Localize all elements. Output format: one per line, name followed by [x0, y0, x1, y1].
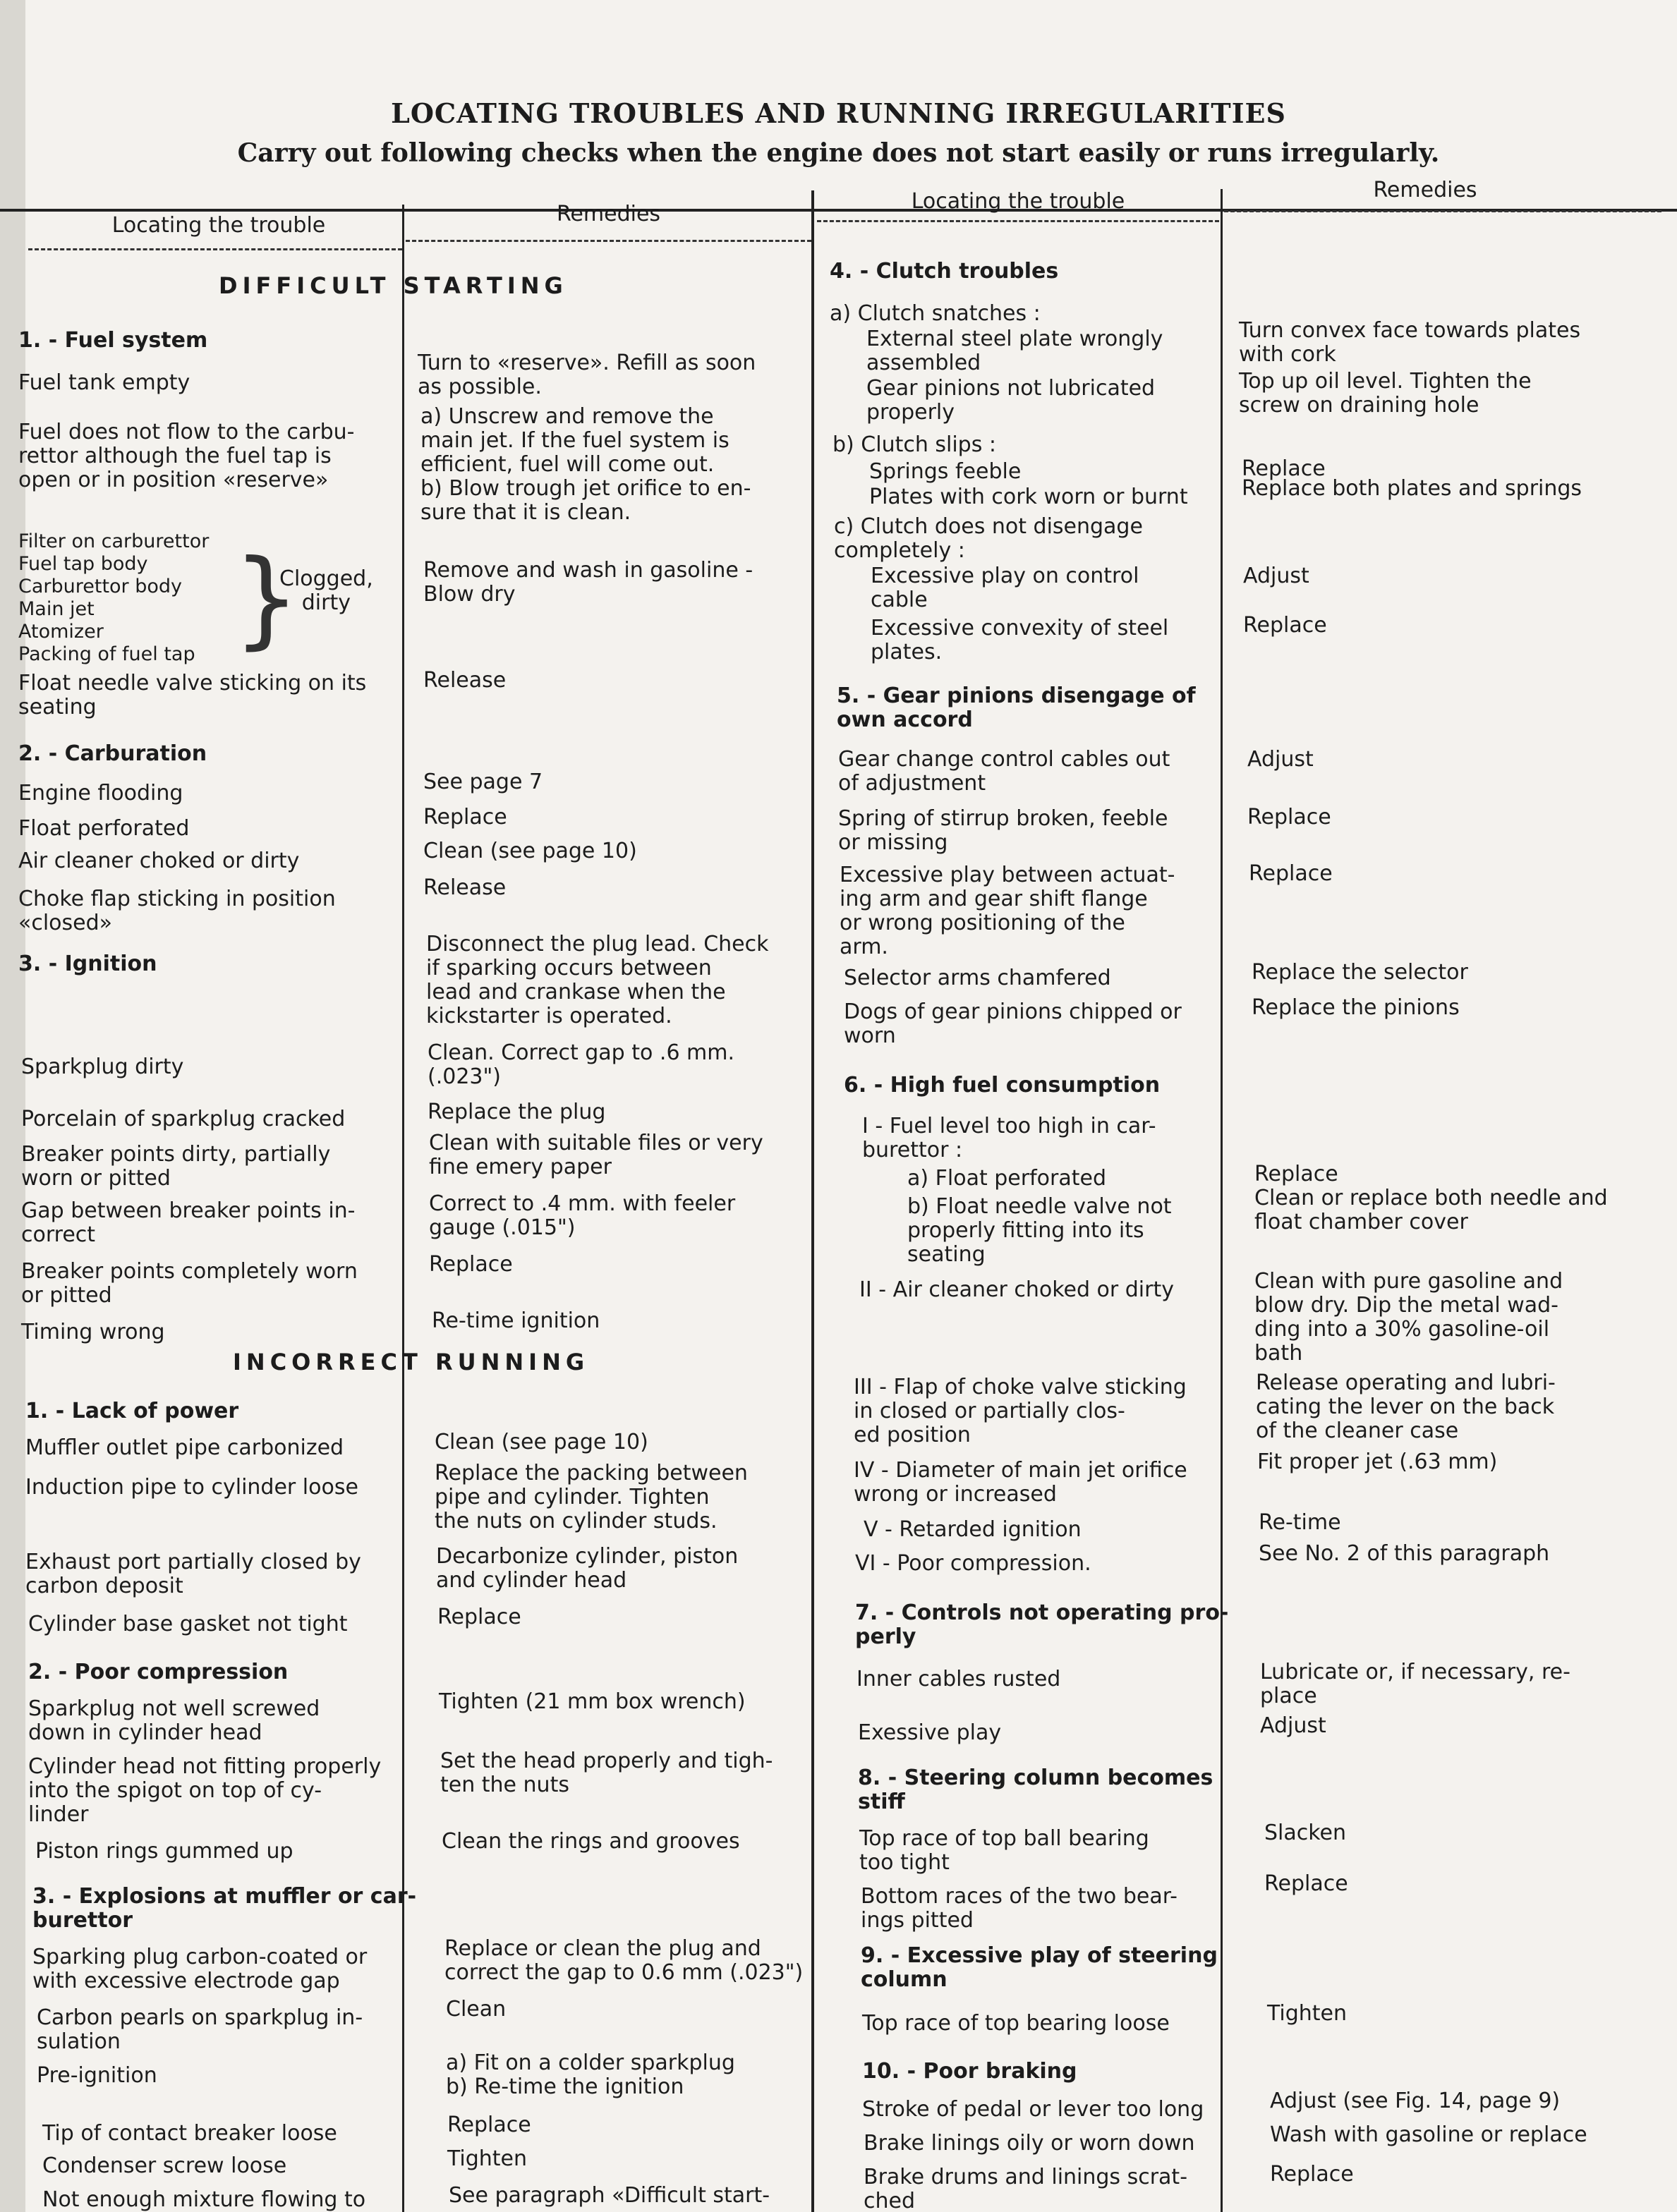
- remedy-item: Remove and wash in gasoline - Blow dry: [423, 558, 753, 607]
- remedy-item: Replace: [429, 1252, 513, 1277]
- trouble-item: Induction pipe to cylinder loose: [25, 1475, 358, 1500]
- trouble-item: Plates with cork worn or burnt: [869, 485, 1188, 509]
- remedy-item: a) Unscrew and remove the main jet. If the fuel system is efficient, fuel will come out. b) Blow trough jet orifice to en- sure that it is clean.: [420, 404, 751, 525]
- remedy-item: Replace: [1243, 613, 1327, 638]
- remedy-item: Replace: [1270, 2162, 1354, 2187]
- trouble-item: II - Air cleaner choked or dirty: [859, 1277, 1174, 1302]
- remedy-item: Clean (see page 10): [423, 839, 637, 863]
- section-incorrect-running: INCORRECT RUNNING: [233, 1349, 590, 1375]
- trouble-item: Fuel tank empty: [18, 370, 190, 395]
- remedy-item: Replace the selector: [1252, 960, 1468, 985]
- heading-clutch-troubles: 4. - Clutch troubles: [830, 259, 1059, 284]
- trouble-item: Exhaust port partially closed by carbon deposit: [25, 1550, 361, 1598]
- trouble-item: Brake drums and linings scrat- ched: [864, 2165, 1188, 2212]
- remedy-item: Release: [423, 875, 507, 900]
- remedy-item: Clean. Correct gap to .6 mm. (.023"): [428, 1040, 735, 1089]
- heading-poor-braking: 10. - Poor braking: [862, 2059, 1077, 2084]
- remedy-item: Re-time: [1259, 1510, 1341, 1535]
- trouble-item: Breaker points completely worn or pitted: [21, 1259, 358, 1308]
- remedy-item: Replace the pinions: [1252, 995, 1460, 1020]
- section-difficult-starting: DIFFICULT STARTING: [219, 272, 568, 299]
- trouble-item: Excessive play between actuat- ing arm and gear shift flange or wrong positioning of the arm.: [840, 863, 1175, 959]
- trouble-item: b) Clutch slips :: [833, 432, 997, 457]
- remedy-item: Adjust (see Fig. 14, page 9): [1270, 2089, 1561, 2113]
- brace-icon: }: [233, 537, 301, 660]
- remedy-item: Re-time ignition: [432, 1308, 600, 1333]
- remedy-item: Replace or clean the plug and correct the gap to 0.6 mm (.023"): [444, 1936, 804, 1985]
- trouble-item: III - Flap of choke valve sticking in closed or partially clos- ed position: [854, 1375, 1187, 1447]
- heading-ignition: 3. - Ignition: [18, 952, 157, 976]
- heading-explosions: 3. - Explosions at muffler or car- burettor: [32, 1884, 417, 1933]
- trouble-item: Porcelain of sparkplug cracked: [21, 1107, 346, 1131]
- trouble-item: Pre-ignition: [37, 2063, 157, 2088]
- remedy-item: Adjust: [1247, 747, 1314, 772]
- heading-fuel-system: 1. - Fuel system: [18, 328, 208, 353]
- remedy-item: Replace the plug: [428, 1100, 606, 1124]
- trouble-item: Fuel does not flow to the carbu- rettor although the fuel tap is open or in position «reserve»: [18, 420, 355, 492]
- remedy-item: Clean with suitable files or very fine emery paper: [429, 1131, 763, 1179]
- trouble-item: Tip of contact breaker loose: [42, 2121, 337, 2146]
- heading-steering-column: 8. - Steering column becomes stiff: [858, 1766, 1213, 1814]
- trouble-item: Top race of top bearing loose: [862, 2011, 1170, 2036]
- trouble-item: Cylinder base gasket not tight: [28, 1612, 348, 1636]
- trouble-item: Piston rings gummed up: [35, 1839, 293, 1864]
- trouble-item: Stroke of pedal or lever too long: [862, 2097, 1204, 2122]
- remedy-item: See No. 2 of this paragraph: [1259, 1541, 1550, 1566]
- trouble-item: External steel plate wrongly assembled: [866, 327, 1163, 375]
- column-divider-3: [1221, 189, 1223, 2212]
- trouble-item: Gear change control cables out of adjustment: [838, 747, 1170, 796]
- remedy-item: Tighten: [447, 2146, 528, 2171]
- page-title: LOCATING TROUBLES AND RUNNING IRREGULARITIES: [391, 97, 1286, 129]
- trouble-item: V - Retarded ignition: [864, 1517, 1082, 1542]
- remedy-item: Replace: [1242, 456, 1326, 481]
- trouble-item: Float perforated: [18, 816, 190, 841]
- trouble-item: Gap between breaker points in- correct: [21, 1198, 356, 1247]
- remedy-item: See page 7: [423, 770, 543, 794]
- remedy-item: Clean the rings and grooves: [442, 1829, 740, 1854]
- trouble-item: Engine flooding: [18, 781, 183, 806]
- trouble-item: Breaker points dirty, partially worn or pitted: [21, 1142, 331, 1191]
- remedy-item: Replace: [423, 805, 507, 830]
- trouble-item: Selector arms chamfered: [844, 966, 1111, 990]
- remedy-item: Decarbonize cylinder, piston and cylinder head: [436, 1544, 739, 1593]
- trouble-item: Sparkplug dirty: [21, 1055, 184, 1079]
- remedy-item: Lubricate or, if necessary, re- place: [1260, 1660, 1570, 1708]
- trouble-item: VI - Poor compression.: [855, 1551, 1091, 1576]
- trouble-item: Air cleaner choked or dirty: [18, 849, 300, 873]
- trouble-item: I - Fuel level too high in car- burettor :: [862, 1114, 1156, 1162]
- remedy-item: Tighten: [1267, 2001, 1348, 2026]
- remedy-item: Release: [423, 668, 507, 693]
- remedy-item: Replace the packing between pipe and cylinder. Tighten the nuts on cylinder studs.: [435, 1461, 748, 1533]
- trouble-item: a) Float perforated: [907, 1166, 1106, 1191]
- header-rule: [28, 248, 402, 250]
- header-locating-right: Locating the trouble: [911, 189, 1125, 214]
- remedy-item: Adjust: [1243, 564, 1309, 588]
- remedy-item: Replace: [447, 2113, 531, 2137]
- trouble-item: Spring of stirrup broken, feeble or missing: [838, 806, 1168, 855]
- trouble-item: a) Clutch snatches :: [830, 301, 1041, 326]
- trouble-item: Sparkplug not well screwed down in cylinder head: [28, 1696, 320, 1745]
- remedy-item: Replace: [437, 1605, 521, 1629]
- trouble-item-note: Clogged, dirty: [279, 566, 373, 615]
- trouble-item: Exessive play: [858, 1720, 1002, 1745]
- remedy-item: Replace: [1254, 1162, 1338, 1186]
- header-rule: [817, 220, 1219, 222]
- trouble-item-list: Filter on carburettor Fuel tap body Carburettor body Main jet Atomizer Packing of fuel tap: [18, 530, 210, 665]
- column-divider-center: [811, 190, 814, 2212]
- heading-carburation: 2. - Carburation: [18, 741, 207, 766]
- heading-lack-of-power: 1. - Lack of power: [25, 1399, 239, 1423]
- heading-steering-play: 9. - Excessive play of steering column: [861, 1943, 1218, 1992]
- remedy-item: Top up oil level. Tighten the screw on draining hole: [1239, 369, 1532, 418]
- trouble-item: Sparking plug carbon-coated or with excessive electrode gap: [32, 1945, 368, 1993]
- trouble-item: Springs feeble: [869, 459, 1022, 484]
- remedy-item: Release operating and lubri- cating the lever on the back of the cleaner case: [1256, 1371, 1556, 1443]
- trouble-item: Choke flap sticking in position «closed»: [18, 887, 336, 935]
- remedy-item: Replace both plates and springs: [1242, 476, 1582, 501]
- trouble-item: Cylinder head not fitting properly into the spigot on top of cy- linder: [28, 1754, 382, 1827]
- remedy-item: Correct to .4 mm. with feeler gauge (.015"): [429, 1191, 736, 1240]
- remedy-item: Tighten (21 mm box wrench): [439, 1689, 746, 1714]
- header-remedies-right: Remedies: [1373, 178, 1477, 202]
- trouble-item: IV - Diameter of main jet orifice wrong or increased: [854, 1458, 1187, 1507]
- remedy-item: Turn convex face towards plates with cork: [1239, 318, 1581, 367]
- trouble-item: Bottom races of the two bear- ings pitted: [861, 1884, 1177, 1933]
- remedy-item: Wash with gasoline or replace: [1270, 2122, 1587, 2147]
- header-rule: [1224, 210, 1661, 212]
- heading-poor-compression: 2. - Poor compression: [28, 1660, 289, 1684]
- page-subtitle: Carry out following checks when the engine does not start easily or runs irregularly.: [237, 138, 1440, 168]
- trouble-item: Excessive play on control cable: [871, 564, 1139, 612]
- trouble-item: Excessive convexity of steel plates.: [871, 616, 1169, 664]
- trouble-item: Float needle valve sticking on its seating: [18, 671, 367, 719]
- trouble-item: Timing wrong: [21, 1320, 165, 1344]
- remedy-item: Replace: [1247, 805, 1331, 830]
- trouble-item: Dogs of gear pinions chipped or worn: [844, 999, 1182, 1048]
- trouble-item: Brake linings oily or worn down: [864, 2131, 1195, 2156]
- remedy-item: a) Fit on a colder sparkplug b) Re-time the ignition: [446, 2050, 735, 2099]
- remedy-item: Fit proper jet (.63 mm): [1257, 1450, 1498, 1474]
- remedy-item: Replace: [1264, 1871, 1348, 1896]
- trouble-item: Not enough mixture flowing to: [42, 2187, 366, 2212]
- heading-controls: 7. - Controls not operating pro- perly: [855, 1600, 1229, 1649]
- header-locating-left: Locating the trouble: [111, 213, 326, 238]
- remedy-item: Replace: [1249, 861, 1333, 886]
- remedy-item: Slacken: [1264, 1821, 1347, 1845]
- remedy-item: Turn to «reserve». Refill as soon as possible.: [418, 351, 756, 399]
- remedy-item: Clean: [446, 1997, 507, 2022]
- heading-high-fuel-consumption: 6. - High fuel consumption: [844, 1073, 1161, 1098]
- remedy-item: Clean or replace both needle and float chamber cover: [1254, 1186, 1608, 1234]
- remedy-item: Clean (see page 10): [435, 1430, 648, 1454]
- trouble-item: Muffler outlet pipe carbonized: [25, 1435, 344, 1460]
- trouble-item: b) Float needle valve not properly fitting into its seating: [907, 1194, 1172, 1267]
- trouble-item: c) Clutch does not disengage completely :: [834, 514, 1143, 563]
- trouble-item: Top race of top ball bearing too tight: [859, 1826, 1149, 1875]
- remedy-item: Clean with pure gasoline and blow dry. Dip the metal wad- ding into a 30% gasoline-oil bath: [1254, 1269, 1563, 1366]
- remedy-item: Set the head properly and tigh- ten the nuts: [440, 1749, 773, 1797]
- trouble-item: Gear pinions not lubricated properly: [866, 376, 1156, 425]
- header-rule: [406, 240, 811, 242]
- remedy-item: Disconnect the plug lead. Check if sparking occurs between lead and crankase when the kickstarter is operated.: [426, 932, 769, 1028]
- header-remedies-left: Remedies: [556, 202, 661, 226]
- trouble-item: Inner cables rusted: [856, 1667, 1061, 1691]
- remedy-item: See paragraph «Difficult start-: [449, 2183, 770, 2208]
- heading-gear-pinions: 5. - Gear pinions disengage of own accord: [837, 683, 1196, 732]
- remedy-item: Adjust: [1260, 1713, 1326, 1738]
- trouble-item: Carbon pearls on sparkplug in- sulation: [37, 2005, 363, 2054]
- trouble-item: Condenser screw loose: [42, 2153, 287, 2178]
